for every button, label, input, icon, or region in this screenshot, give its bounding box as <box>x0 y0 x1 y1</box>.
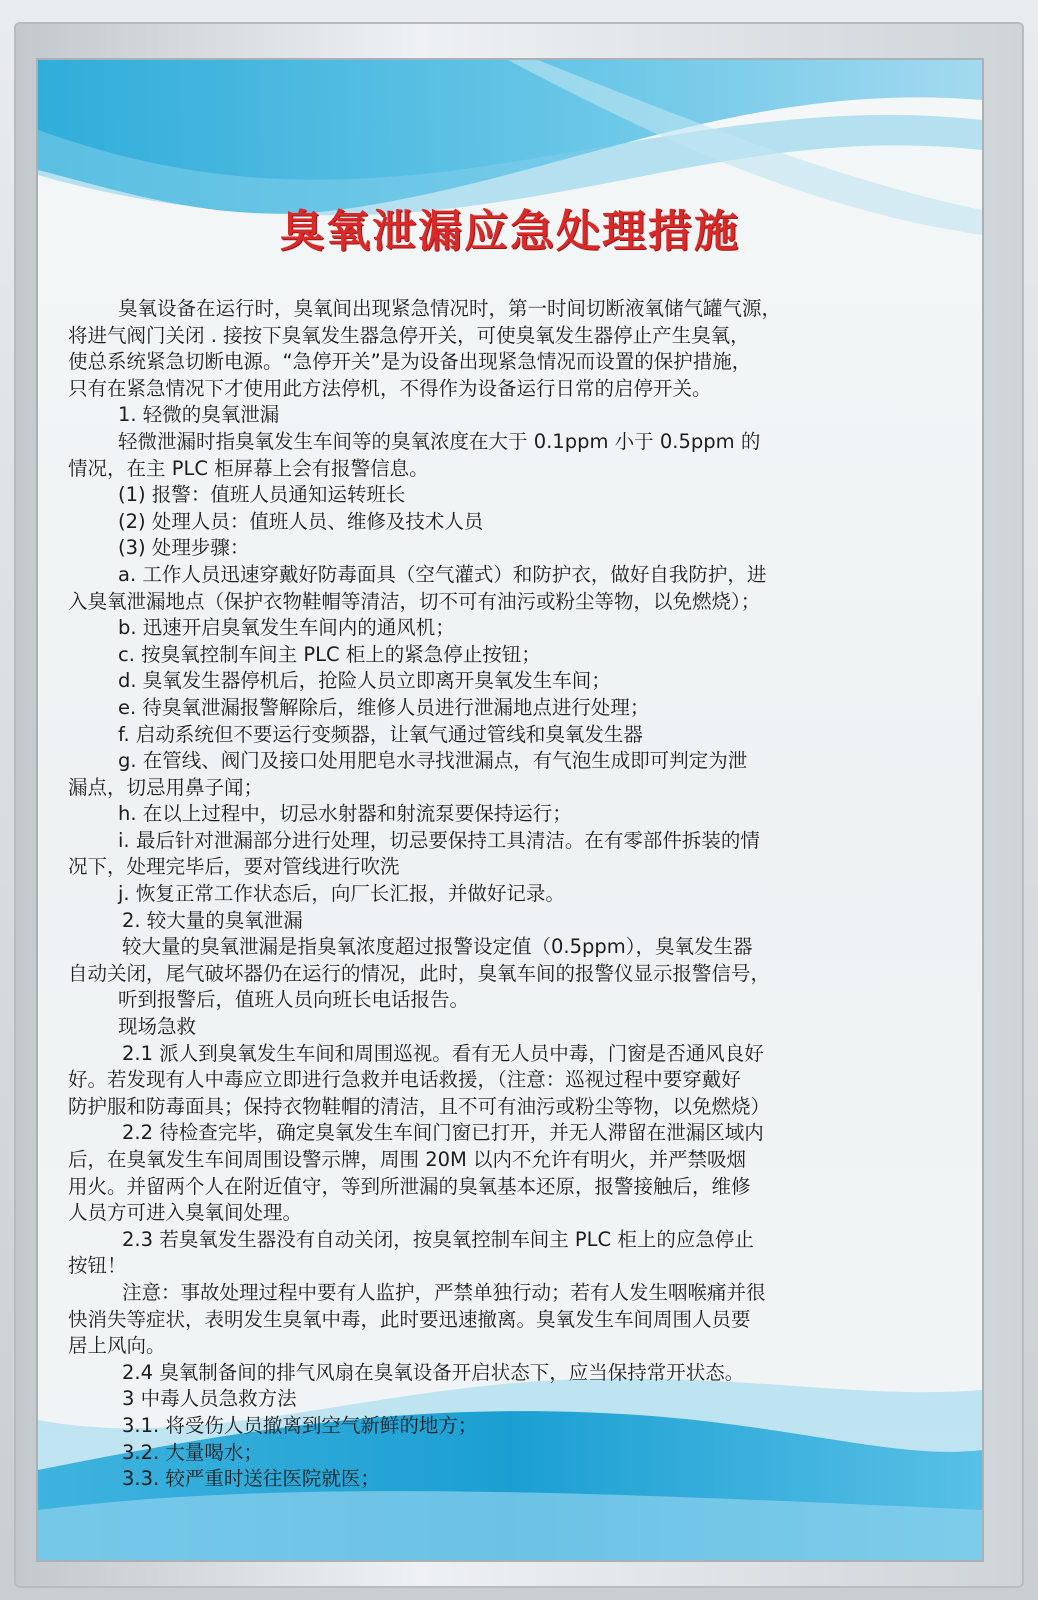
body-line: 居上风向。 <box>68 1334 166 1358</box>
body-line: 只有在紧急情况下才使用此方法停机，不得作为设备运行日常的启停开关。 <box>68 376 712 400</box>
body-line: 3.2. 大量喝水； <box>122 1440 263 1464</box>
body-line: 轻微泄漏时指臭氧发生车间等的臭氧浓度在大于 0.1ppm 小于 0.5ppm 的 <box>118 429 761 453</box>
body-line: 人员方可进入臭氧间处理。 <box>68 1201 303 1225</box>
body-line: b. 迅速开启臭氧发生车间内的通风机； <box>118 616 455 640</box>
body-line: 3.3. 较严重时送往医院就医； <box>122 1467 380 1491</box>
body-line: h. 在以上过程中，切忌水射器和射流泵要保持运行； <box>118 802 572 826</box>
body-line: 快消失等症状，表明发生臭氧中毒，此时要迅速撤离。臭氧发生车间周围人员要 <box>68 1307 751 1331</box>
body-line: 况下，处理完毕后，要对管线进行吹洗 <box>68 855 400 879</box>
body-line: 2.3 若臭氧发生器没有自动关闭，按臭氧控制车间主 PLC 柜上的应急停止 <box>122 1227 754 1251</box>
body-line: 2. 较大量的臭氧泄漏 <box>122 908 303 932</box>
body-line: 较大量的臭氧泄漏是指臭氧浓度超过报警设定值（0.5ppm），臭氧发生器 <box>122 935 753 959</box>
top-wave-decoration <box>38 60 982 300</box>
poster-title: 臭氧泄漏应急处理措施 <box>280 206 740 257</box>
body-line: 后，在臭氧发生车间周围设警示牌，周围 20M 以内不允许有明火，并严禁吸烟 <box>68 1148 747 1171</box>
body-line: 防护服和防毒面具；保持衣物鞋帽的清洁，且不可有油污或粉尘等物，以免燃烧） <box>68 1094 771 1118</box>
body-line: f. 启动系统但不要运行变频器，让氧气通过管线和臭氧发生器 <box>118 722 643 746</box>
body-line: j. 恢复正常工作状态后，向厂长汇报，并做好记录。 <box>118 882 565 906</box>
body-line: g. 在管线、阀门及接口处用肥皂水寻找泄漏点，有气泡生成即可判定为泄 <box>118 749 748 773</box>
poster-board <box>38 60 982 1560</box>
body-line: 现场急救 <box>118 1015 197 1039</box>
body-line: 好。若发现有人中毒应立即进行急救并电话救援，（注意：巡视过程中要穿戴好 <box>68 1068 741 1092</box>
body-line: 听到报警后，值班人员向班长电话报告。 <box>118 988 470 1012</box>
body-line: d. 臭氧发生器停机后，抢险人员立即离开臭氧发生车间； <box>118 669 611 693</box>
body-line: 将进气阀门关闭 . 接按下臭氧发生器急停开关，可使臭氧发生器停止产生臭氧， <box>68 323 750 347</box>
body-line: c. 按臭氧控制车间主 PLC 柜上的紧急停止按钮； <box>118 642 541 666</box>
body-line: (3) 处理步骤： <box>118 536 250 560</box>
poster-body-text <box>68 296 938 1493</box>
body-line: 注意：事故处理过程中要有人监护，严禁单独行动；若有人发生咽喉痛并很 <box>122 1280 766 1304</box>
body-line: (1) 报警：值班人员通知运转班长 <box>118 483 406 507</box>
body-line: 用火。并留两个人在附近值守，等到所泄漏的臭氧基本还原，报警接触后，维修 <box>68 1174 751 1198</box>
body-line: 自动关闭，尾气破坏器仍在运行的情况，此时，臭氧车间的报警仪显示报警信号， <box>68 961 771 985</box>
body-line: 2.4 臭氧制备间的排气风扇在臭氧设备开启状态下，应当保持常开状态。 <box>122 1360 745 1384</box>
body-line: a. 工作人员迅速穿戴好防毒面具（空气灌式）和防护衣，做好自我防护，进 <box>118 562 767 586</box>
body-line: 使总系统紧急切断电源。“急停开关”是为设备出现紧急情况而设置的保护措施， <box>68 350 752 374</box>
body-line: 漏点，切忌用鼻子闻； <box>68 775 264 799</box>
body-line: 3.1. 将受伤人员撤离到空气新鲜的地方； <box>122 1413 478 1437</box>
body-line: e. 待臭氧泄漏报警解除后，维修人员进行泄漏地点进行处理； <box>118 695 650 719</box>
body-line: 情况，在主 PLC 柜屏幕上会有报警信息。 <box>68 456 429 480</box>
body-line: 入臭氧泄漏地点（保护衣物鞋帽等清洁，切不可有油污或粉尘等物，以免燃烧）； <box>68 589 761 613</box>
body-line: 1. 轻微的臭氧泄漏 <box>118 403 280 427</box>
body-line: i. 最后针对泄漏部分进行处理，切忌要保持工具清洁。在有零部件拆装的情 <box>118 828 760 852</box>
body-line: 按钮！ <box>68 1254 127 1278</box>
body-line: 臭氧设备在运行时，臭氧间出现紧急情况时，第一时间切断液氧储气罐气源， <box>118 297 782 320</box>
body-line: (2) 处理人员：值班人员、维修及技术人员 <box>118 509 484 533</box>
body-line: 2.2 待检查完毕，确定臭氧发生车间门窗已打开，并无人滞留在泄漏区域内 <box>122 1121 764 1145</box>
body-line: 2.1 派人到臭氧发生车间和周围巡视。看有无人员中毒，门窗是否通风良好 <box>122 1041 764 1065</box>
body-line: 3 中毒人员急救方法 <box>122 1387 297 1411</box>
